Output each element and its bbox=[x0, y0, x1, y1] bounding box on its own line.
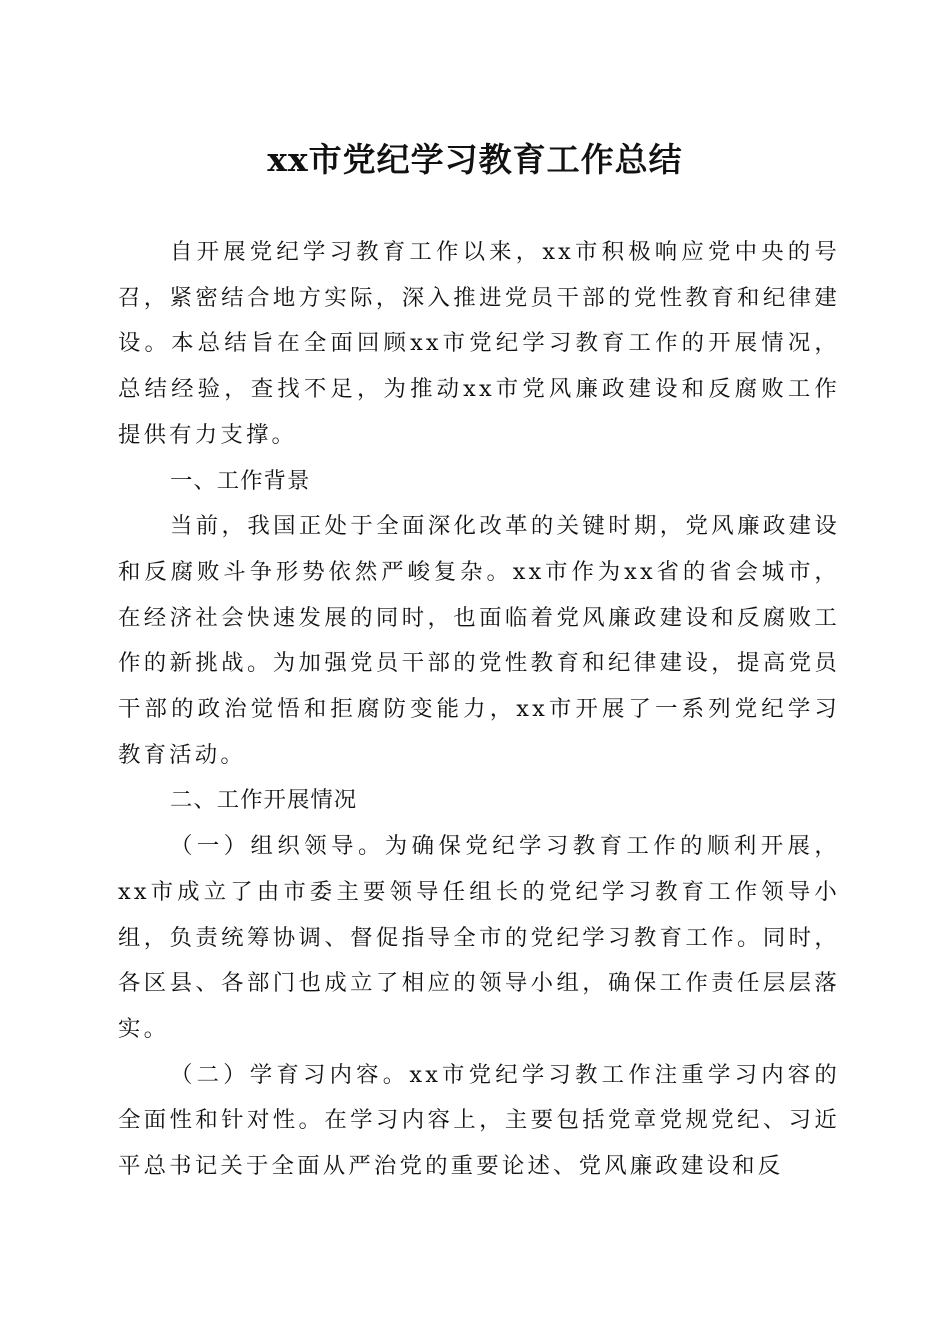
document-title: xx市党纪学习教育工作总结 bbox=[267, 140, 683, 179]
section-heading-background: 一、工作背景 bbox=[170, 467, 311, 494]
intro-paragraph: 自开展党纪学习教育工作以来，xx市积极响应党中央的号召，紧密结合地方实际，深入推进党员干部的党性教育和纪律建设。本总结旨在全面回顾xx市党纪学习教育工作的开展情况，总结经验，查找不足，为推动xx市党风廉政建设和反腐败工作提供有力支撑。 bbox=[118, 239, 840, 448]
study-content-paragraph: （二）学育习内容。xx市党纪学习教工作注重学习内容的全面性和针对性。在学习内容上，主要包括党章党规党纪、习近平总书记关于全面从严治党的重要论述、党风廉政建设和反 bbox=[118, 1061, 840, 1180]
section-heading-progress: 二、工作开展情况 bbox=[170, 787, 358, 814]
document-body bbox=[118, 230, 840, 1190]
background-paragraph: 当前，我国正处于全面深化改革的关键时期，党风廉政建设和反腐败斗争形势依然严峻复杂。xx市作为xx省的省会城市，在经济社会快速发展的同时，也面临着党风廉政建设和反腐败工作的新挑战。为加强党员干部的党性教育和纪律建设，提高党员干部的政治觉悟和拒腐防变能力，xx市开展了一系列党纪学习教育活动。 bbox=[118, 513, 840, 768]
organization-paragraph: （一）组织领导。为确保党纪学习教育工作的顺利开展，xx市成立了由市委主要领导任组长的党纪学习教育工作领导小组，负责统筹协调、督促指导全市的党纪学习教育工作。同时，各区县、各部门也成立了相应的领导小组，确保工作责任层层落实。 bbox=[118, 833, 840, 1042]
